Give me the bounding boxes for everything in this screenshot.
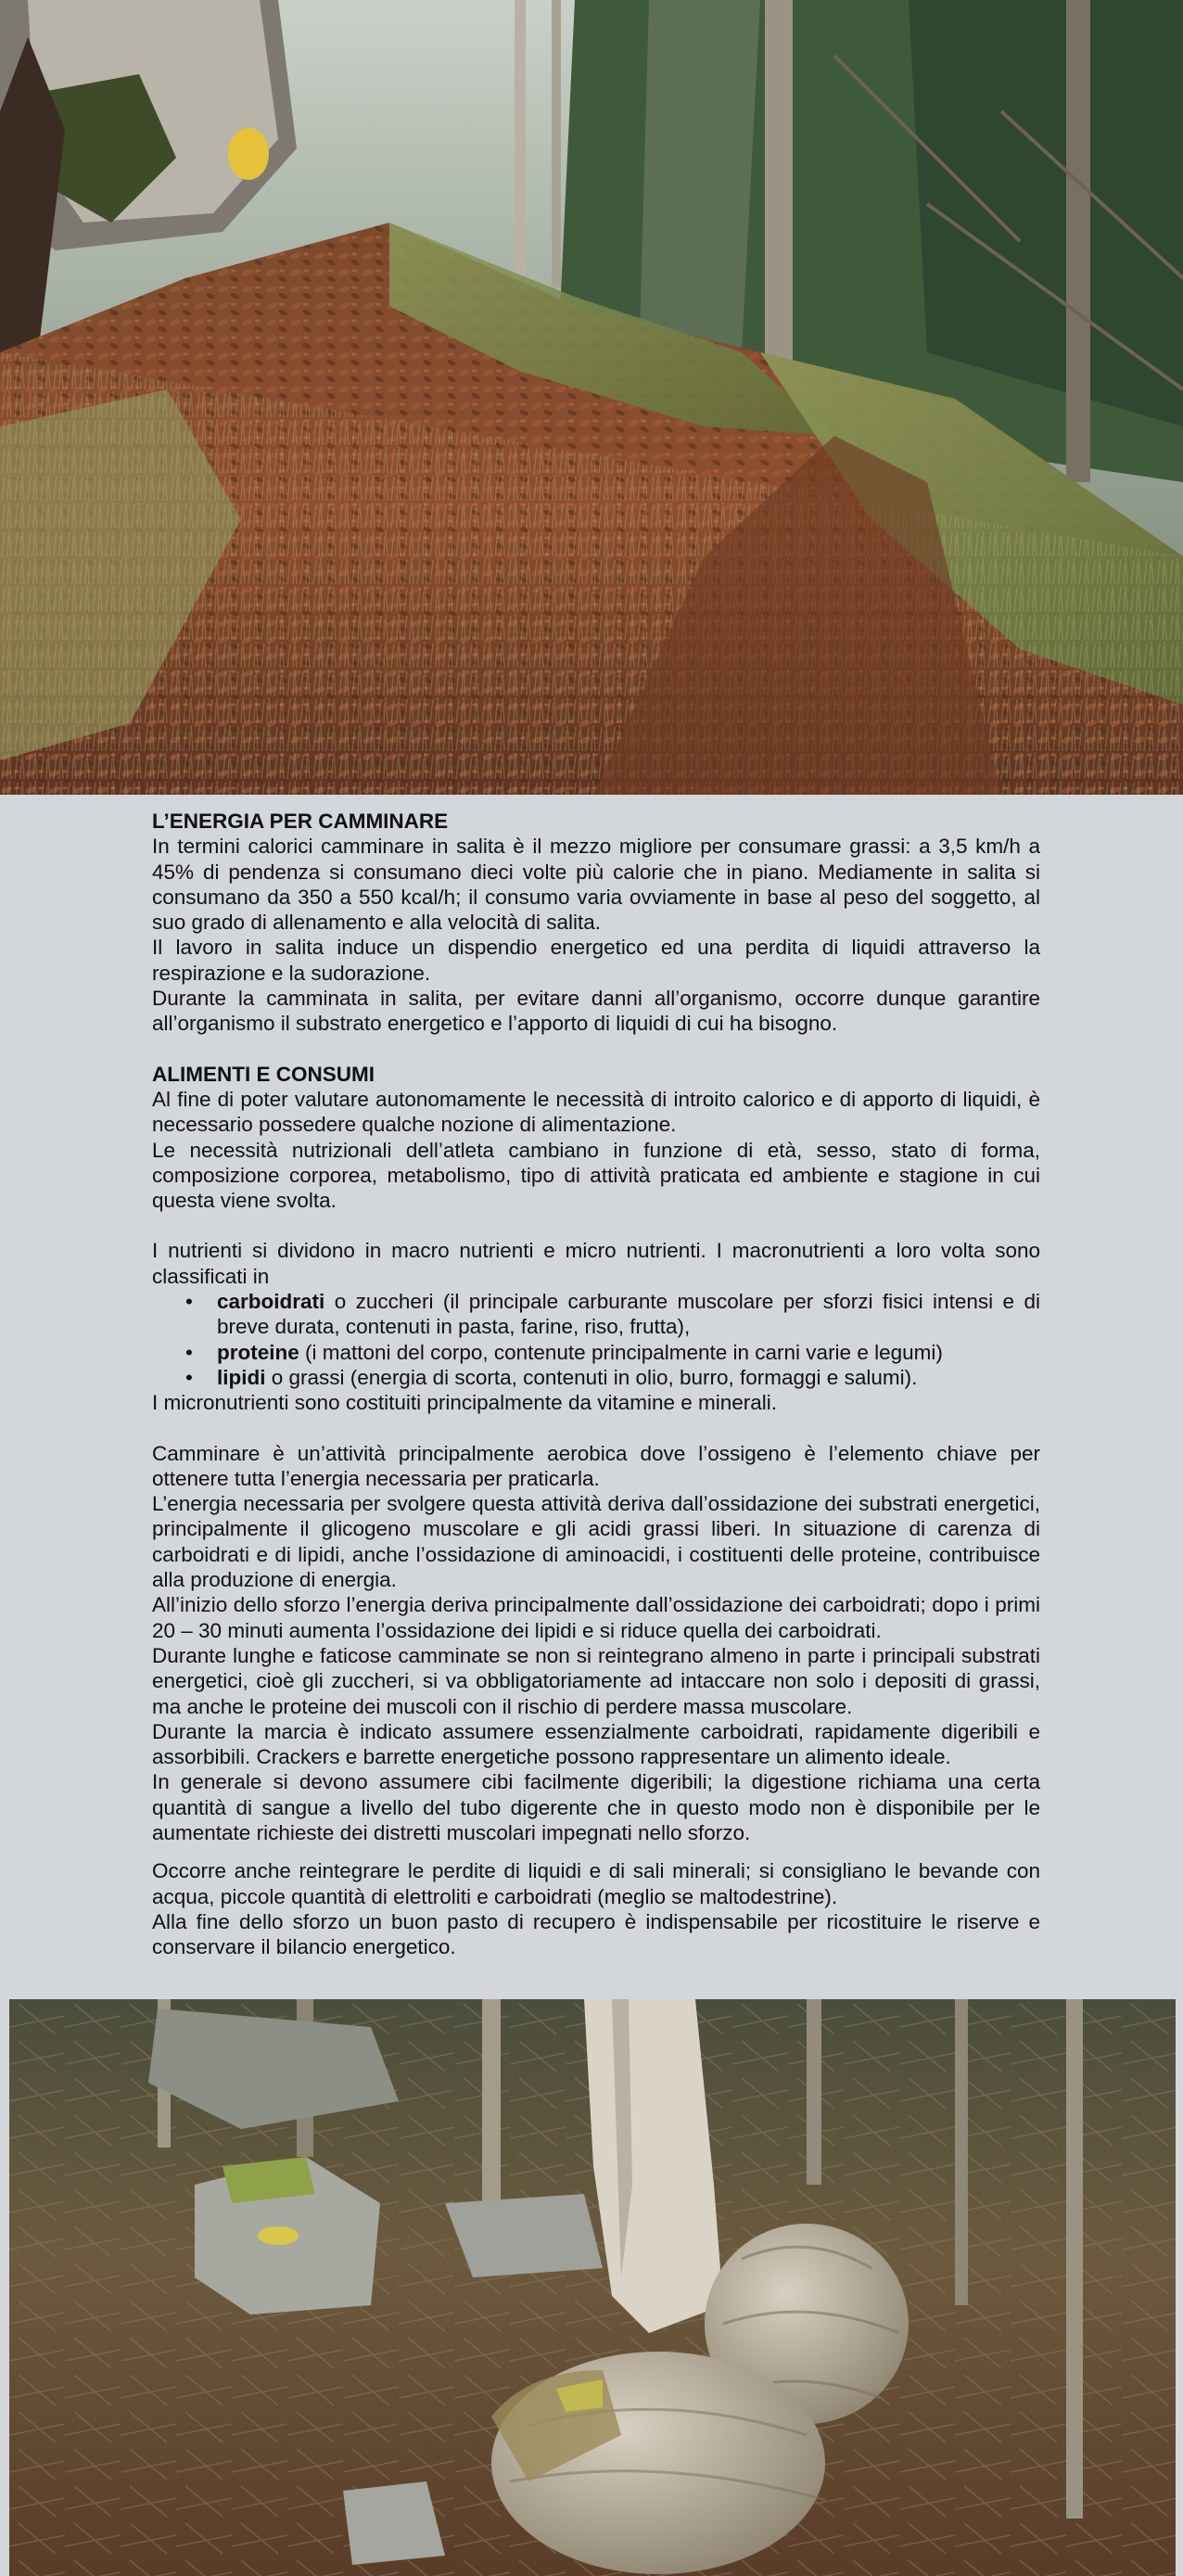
paragraph: I micronutrienti sono costituiti principalmente da vitamine e minerali.: [152, 1391, 778, 1415]
nutrient-desc: o grassi (energia di scorta, contenuti in olio, burro, formaggi e salumi).: [265, 1365, 918, 1389]
paragraph: In generale si devono assumere cibi facilmente digeribili; la digestione richiama una certa quantità di sangue a livello del tubo digerente che in questo modo non è disponibile per le aumentate richieste dei distretti muscolari impegnati nello sforzo.: [152, 1770, 1040, 1844]
paragraph: Occorre anche reintegrare le perdite di liquidi e di sali minerali; si consigliano le bevande con acqua, piccole quantità di elettroliti e carboidrati (meglio se maltodestrine).: [152, 1859, 1040, 1908]
nutrient-list: [152, 1289, 1040, 1390]
paragraph: Al fine di poter valutare autonomamente le necessità di introito calorico e di apporto di liquidi, è necessario possedere qualche nozione di alimentazione.: [152, 1087, 1040, 1137]
forest-tree-photo: [9, 1999, 1176, 2576]
nutrient-desc: (i mattoni del corpo, contenute principalmente in carni varie e legumi): [299, 1340, 943, 1364]
list-item: [217, 1340, 1040, 1365]
paragraph: In termini calorici camminare in salita è il mezzo migliore per consumare grassi: a 3,5 km/h a 45% di pendenza si consumano dieci volte più calorie che in piano. Mediamente in salita si consumano da 350 a 550 kcal/h; il consumo varia ovviamente in base al peso del soggetto, al suo grado di allenamento e alla velocità di salita.: [152, 835, 1040, 935]
section-heading-energy: L’ENERGIA PER CAMMINARE: [152, 810, 449, 833]
paragraph: Il lavoro in salita induce un dispendio energetico ed una perdita di liquidi attraverso la respirazione e la sudorazione.: [152, 936, 1040, 985]
nutrient-term: lipidi: [217, 1365, 266, 1389]
nutrient-desc: o zuccheri (il principale carburante muscolare per sforzi fisici intensi e di breve durata, contenuti in pasta, farine, riso, frutta),: [217, 1290, 1040, 1339]
list-item: [217, 1289, 1040, 1340]
list-item: [217, 1365, 1040, 1390]
paragraph: Camminare è un’attività principalmente aerobica dove l’ossigeno è l’elemento chiave per ottenere tutta l’energia necessaria per praticarla.: [152, 1441, 1040, 1490]
paragraph: Durante la camminata in salita, per evitare danni all’organismo, occorre dunque garantire all’organismo il substrato energetico e l’apporto di liquidi di cui ha bisogno.: [152, 987, 1040, 1036]
nutrient-term: carboidrati: [217, 1290, 325, 1314]
nutrient-term: proteine: [217, 1340, 299, 1364]
section-heading-food: ALIMENTI E CONSUMI: [152, 1062, 375, 1086]
paragraph: All’inizio dello sforzo l’energia deriva principalmente dall’ossidazione dei carboidrati; dopo i primi 20 – 30 minuti aumenta l’ossidazione dei lipidi e si riduce quella dei carboidrati.: [152, 1593, 1040, 1642]
paragraph: Alla fine dello sforzo un buon pasto di recupero è indispensabile per ricostituire le riserve e conservare il bilancio energetico.: [152, 1909, 1040, 1959]
paragraph: Durante la marcia è indicato assumere essenzialmente carboidrati, rapidamente digeribili e assorbibili. Crackers e barrette energetiche possono rappresentare un alimento ideale.: [152, 1719, 1040, 1769]
article-text: [152, 809, 1040, 1959]
paragraph: I nutrienti si dividono in macro nutrienti e micro nutrienti. I macronutrienti a loro volta sono classificati in: [152, 1239, 1040, 1288]
paragraph: Durante lunghe e faticose camminate se non si reintegrano almeno in parte i principali substrati energetici, cioè gli zuccheri, si va obbligatoriamente ad intaccare non solo i depositi di grassi, ma anche le proteine dei muscoli con il rischio di perdere massa muscolare.: [152, 1643, 1040, 1718]
paragraph: Le necessità nutrizionali dell’atleta cambiano in funzione di età, sesso, stato di forma, composizione corporea, metabolismo, tipo di attività praticata ed ambiente e stagione in cui questa viene svolta.: [152, 1138, 1040, 1213]
trail-photo: [0, 0, 1183, 795]
paragraph: L’energia necessaria per svolgere questa attività deriva dall’ossidazione dei substrati energetici, principalmente il glicogeno muscolare e gli acidi grassi liberi. In situazione di carenza di carboidrati e di lipidi, anche l’ossidazione di aminoacidi, i costituenti delle proteine, contribuisce alla produzione di energia.: [152, 1492, 1040, 1592]
